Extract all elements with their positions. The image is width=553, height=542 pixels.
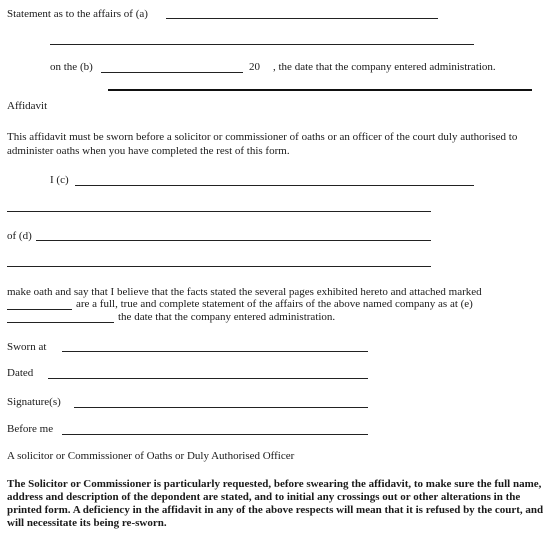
oath-text-3: the date that the company entered administration. <box>118 311 336 323</box>
section-divider <box>108 89 532 91</box>
sworn-at-label: Sworn at <box>7 341 47 353</box>
company-name-field[interactable] <box>166 18 438 19</box>
deponent-address-field[interactable] <box>36 240 431 241</box>
date-prefix: on the (b) <box>50 61 93 73</box>
dated-field[interactable] <box>48 378 368 379</box>
oath-text-2: are a full, true and complete statement of the affairs of the above named company as at (e) <box>76 298 473 310</box>
deponent-address-label: of (d) <box>7 230 32 242</box>
company-name-field-line-2[interactable] <box>50 44 474 45</box>
oath-text-1: make oath and say that I believe that the facts stated the several pages exhibited hereto and attached marked <box>7 286 482 298</box>
affidavit-intro: This affidavit must be sworn before a solicitor or commissioner of oaths or an officer of the court duly authorised to administer oaths when you have completed the rest of this form. <box>7 131 518 157</box>
sworn-at-field[interactable] <box>62 351 368 352</box>
officer-caption: A solicitor or Commissioner of Oaths or Duly Authorised Officer <box>7 450 295 462</box>
date-year: 20 <box>249 61 260 73</box>
deponent-name-field-line-2[interactable] <box>7 211 431 212</box>
deponent-name-field[interactable] <box>75 185 474 186</box>
dated-label: Dated <box>7 367 34 379</box>
deponent-name-label: I (c) <box>50 174 69 186</box>
before-me-label: Before me <box>7 423 54 435</box>
statement-label: Statement as to the affairs of (a) <box>7 8 148 20</box>
affidavit-heading: Affidavit <box>7 100 48 112</box>
signature-label: Signature(s) <box>7 396 61 408</box>
solicitor-notice: The Solicitor or Commissioner is particularly requested, before swearing the affidavit, to make sure the full name, address and description of the depondent are stated, and to initial any crossings out or other alterations in the printed form. A deficiency in the affidavit in any of the above respects will mean that it is refused by the court, and will necessitate its being re-sworn. <box>7 478 544 529</box>
date-field[interactable] <box>101 72 243 73</box>
exhibit-mark-field[interactable] <box>7 309 72 310</box>
before-me-field[interactable] <box>62 434 368 435</box>
deponent-address-field-line-2[interactable] <box>7 266 431 267</box>
signature-field[interactable] <box>74 407 368 408</box>
date-suffix: , the date that the company entered administration. <box>273 61 496 73</box>
statement-date-field[interactable] <box>7 322 114 323</box>
